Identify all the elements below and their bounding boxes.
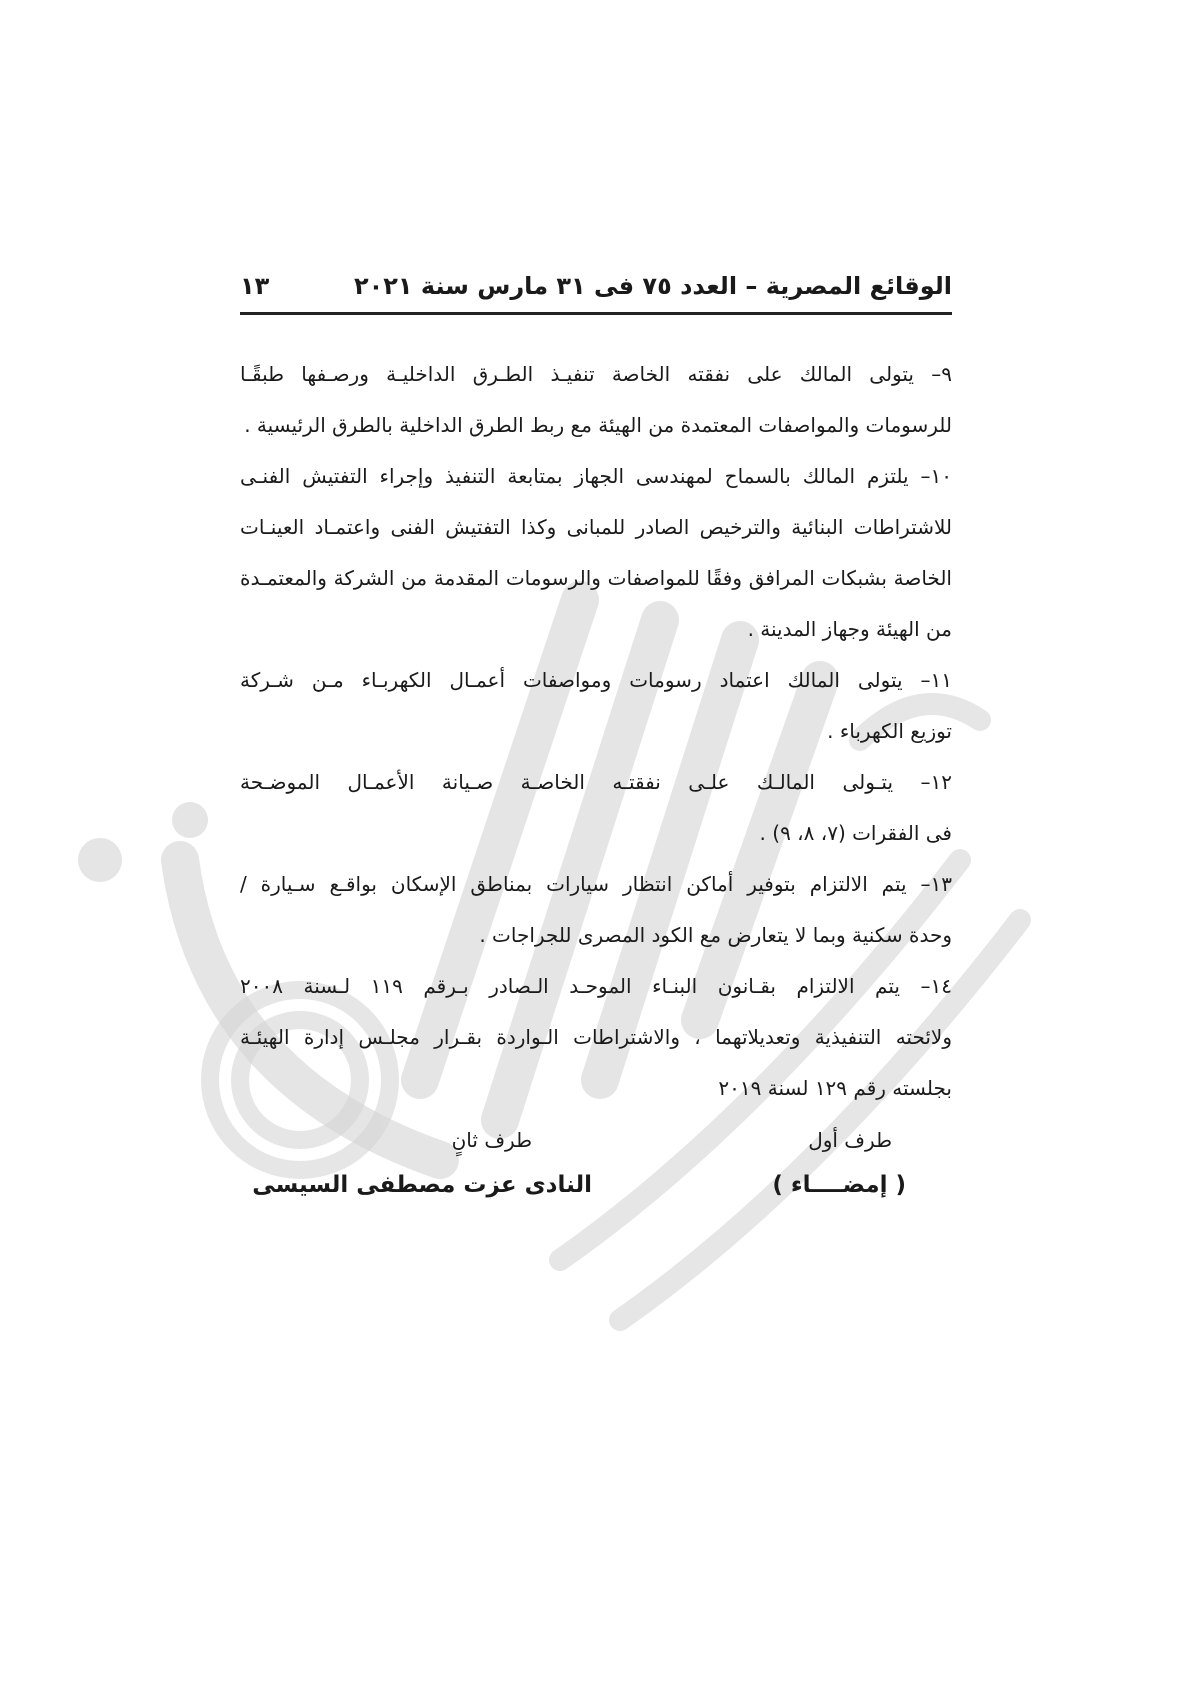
clause-line: بجلسته رقم ١٢٩ لسنة ٢٠١٩ [718, 1076, 952, 1100]
clause-10 [240, 451, 952, 655]
clause-line: ١٣– يتم الالتزام بتوفير أماكن انتظار سيارات بمناطق الإسكان بواقـع سـيارة / [240, 872, 952, 896]
clause-line: للرسومات والمواصفات المعتمدة من الهيئة مع ربط الطرق الداخلية بالطرق الرئيسية . [244, 413, 952, 437]
clause-line: ١٢– يتـولى المالـك علـى نفقتـه الخاصـة صـيانة الأعمـال الموضـحة [240, 770, 952, 794]
clause-line: الخاصة بشبكات المرافق وفقًا للمواصفات والرسومات المقدمة من الشركة والمعتمـدة [240, 566, 952, 590]
gazette-title: الوقائع المصرية – العدد ٧٥ فى ٣١ مارس سنة ٢٠٢١ [353, 272, 952, 300]
clause-line: ١١– يتولى المالك اعتماد رسومات ومواصفات أعمـال الكهربـاء مـن شـركة [240, 668, 952, 692]
second-party-label: طرف ثانٍ [451, 1128, 532, 1152]
first-party-label: طرف أول [808, 1128, 892, 1152]
clause-12 [240, 757, 952, 859]
page-header [240, 268, 952, 315]
clause-line: ١٠– يلتزم المالك بالسماح لمهندسى الجهاز بمتابعة التنفيذ وإجراء التفتيش الفنـى [240, 464, 952, 488]
clause-line: فى الفقرات (٧، ٨، ٩) . [759, 821, 952, 845]
clause-line: للاشتراطات البنائية والترخيص الصادر للمبانى وكذا التفتيش الفنى واعتمـاد العينـات [240, 515, 952, 539]
clause-line: ١٤– يتم الالتزام بقـانون البنـاء الموحـد الـصادر بـرقم ١١٩ لـسنة ٢٠٠٨ [240, 974, 952, 998]
clauses-list [240, 349, 952, 1114]
clause-13 [240, 859, 952, 961]
page-number: ١٣ [240, 272, 270, 300]
clause-9 [240, 349, 952, 451]
signatures-block [240, 1128, 952, 1218]
document-page [240, 268, 952, 1218]
clause-line: توزيع الكهرباء . [827, 719, 952, 743]
clause-line: ٩– يتولى المالك على نفقته الخاصة تنفيـذ الطـرق الداخليـة ورصـفها طبقًـا [240, 362, 952, 386]
clause-14 [240, 961, 952, 1114]
clause-line: وحدة سكنية وبما لا يتعارض مع الكود المصرى للجراجات . [479, 923, 952, 947]
first-party-signature: ( إمضــــاء ) [772, 1172, 906, 1198]
clause-line: ولائحته التنفيذية وتعديلاتهما ، والاشتراطات الـواردة بقـرار مجلـس إدارة الهيئـة [240, 1025, 952, 1049]
clause-11 [240, 655, 952, 757]
clause-line: من الهيئة وجهاز المدينة . [747, 617, 952, 641]
second-party-signature: النادى عزت مصطفى السيسى [252, 1172, 592, 1198]
